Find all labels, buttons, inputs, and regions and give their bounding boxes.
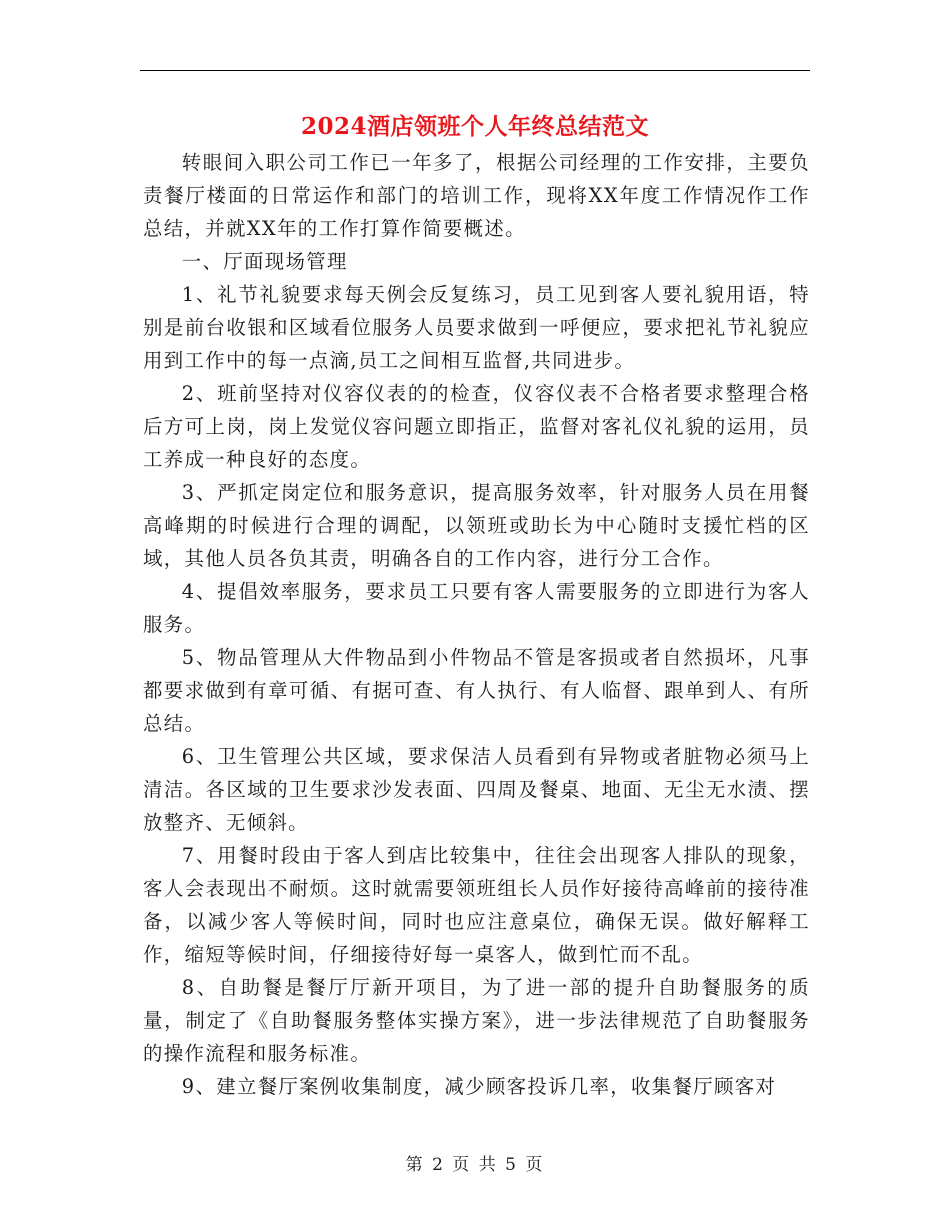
- section-heading: 一、厅面现场管理: [181, 250, 348, 273]
- paragraph-item-3: 3、严抓定岗定位和服务意识，提高服务效率，针对服务人员在用餐高峰期的时候进行合理的调配，以领班或助长为中心随时支援忙档的区域，其他人员各负其责，明确各自的工作内容，进行分工合作。: [143, 481, 810, 570]
- paragraph-item-4: 4、提倡效率服务，要求员工只要有客人需要服务的立即进行为客人服务。: [143, 580, 810, 636]
- header-rule: [140, 70, 810, 71]
- paragraph-item-1: 1、礼节礼貌要求每天例会反复练习，员工见到客人要礼貌用语，特别是前台收银和区域看位服务人员要求做到一呼便应，要求把礼节礼貌应用到工作中的每一点滴,员工之间相互监督,共同进步。: [143, 283, 810, 372]
- document-title: 2024酒店领班个人年终总结范文: [300, 113, 649, 140]
- page-number: 第 2 页 共 5 页: [405, 1155, 545, 1175]
- paragraph-item-8: 8、自助餐是餐厅厅新开项目，为了进一部的提升自助餐服务的质量，制定了《自助餐服务整体实操方案》，进一步法律规范了自助餐服务的操作流程和服务标准。: [143, 976, 810, 1065]
- paragraph-intro: 转眼间入职公司工作已一年多了，根据公司经理的工作安排，主要负责餐厅楼面的日常运作和部门的培训工作，现将XX年度工作情况作工作总结，并就XX年的工作打算作简要概述。: [143, 151, 810, 240]
- paragraph-item-2: 2、班前坚持对仪容仪表的的检查，仪容仪表不合格者要求整理合格后方可上岗，岗上发觉仪容问题立即指正，监督对客礼仪礼貌的运用，员工养成一种良好的态度。: [143, 382, 810, 471]
- paragraph-item-9: 9、建立餐厅案例收集制度，减少顾客投诉几率，收集餐厅顾客对: [181, 1075, 777, 1098]
- paragraph-item-5: 5、物品管理从大件物品到小件物品不管是客损或者自然损坏，凡事都要求做到有章可循、有据可查、有人执行、有人临督、跟单到人、有所总结。: [143, 646, 810, 735]
- paragraph-item-7: 7、用餐时段由于客人到店比较集中，往往会出现客人排队的现象，客人会表现出不耐烦。这时就需要领班组长人员作好接待高峰前的接待准备，以减少客人等候时间，同时也应注意桌位，确保无误。做好解释工作，缩短等候时间，仔细接待好每一桌客人，做到忙而不乱。: [143, 844, 810, 966]
- document-body: [143, 146, 810, 1103]
- paragraph-item-6: 6、卫生管理公共区域，要求保洁人员看到有异物或者脏物必须马上清洁。各区域的卫生要求沙发表面、四周及餐桌、地面、无尘无水渍、摆放整齐、无倾斜。: [143, 745, 810, 834]
